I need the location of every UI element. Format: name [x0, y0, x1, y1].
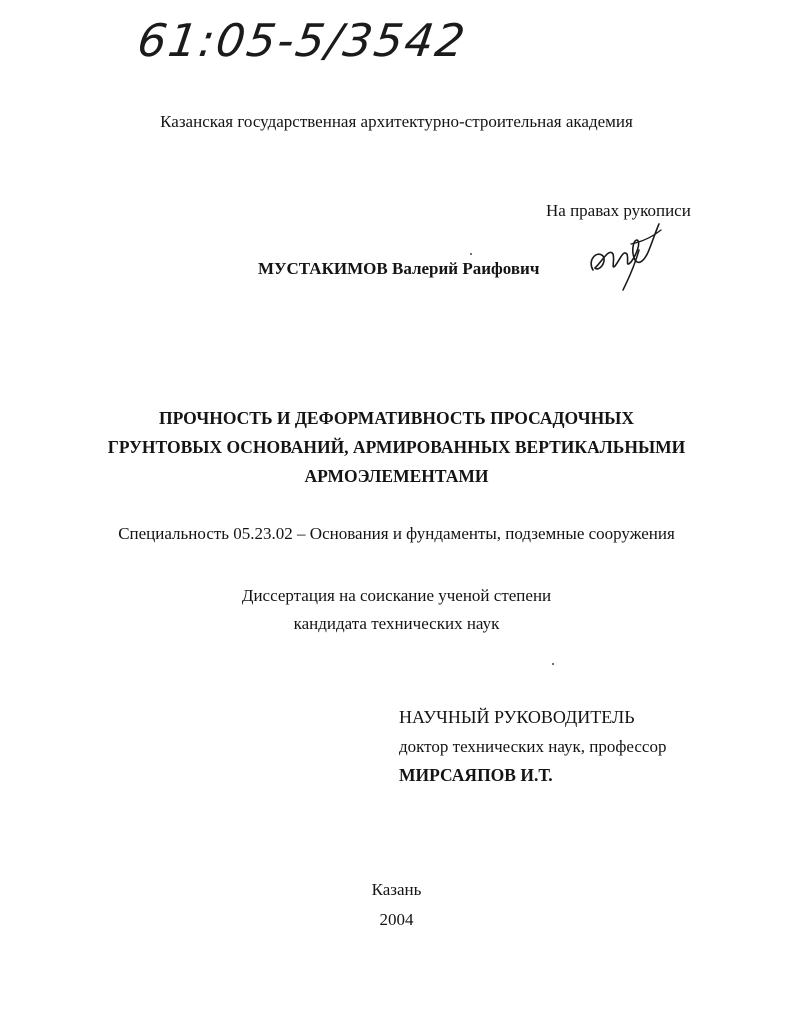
degree-statement — [0, 582, 793, 638]
dissertation-title — [0, 404, 793, 491]
scan-speck — [470, 253, 472, 255]
degree-line: Диссертация на соискание ученой степени — [241, 586, 552, 605]
handwritten-archive-code: 61:05-5/3542 — [134, 14, 470, 67]
rights-note: На правах рукописи — [546, 201, 691, 220]
scan-speck — [552, 663, 554, 665]
supervisor-block — [399, 703, 666, 790]
author-name: МУСТАКИМОВ Валерий Раифович — [258, 259, 540, 278]
title-line: ГРУНТОВЫХ ОСНОВАНИЙ, АРМИРОВАННЫХ ВЕРТИКАЛЬНЫМИ — [107, 437, 686, 457]
city: Казань — [371, 880, 422, 899]
title-line: ПРОЧНОСТЬ И ДЕФОРМАТИВНОСТЬ ПРОСАДОЧНЫХ — [158, 408, 634, 428]
institution-name: Казанская государственная архитектурно-строительная академия — [160, 112, 633, 131]
specialty-line: Специальность 05.23.02 – Основания и фундаменты, подземные сооружения — [118, 524, 675, 543]
year: 2004 — [379, 910, 414, 929]
title-line: АРМОЭЛЕМЕНТАМИ — [304, 466, 489, 486]
supervisor-name: МИРСАЯПОВ И.Т. — [399, 765, 553, 785]
supervisor-heading: НАУЧНЫЙ РУКОВОДИТЕЛЬ — [399, 707, 635, 727]
signature-icon — [585, 220, 665, 292]
degree-line: кандидата технических наук — [293, 614, 500, 633]
supervisor-degree: доктор технических наук, профессор — [399, 737, 667, 756]
